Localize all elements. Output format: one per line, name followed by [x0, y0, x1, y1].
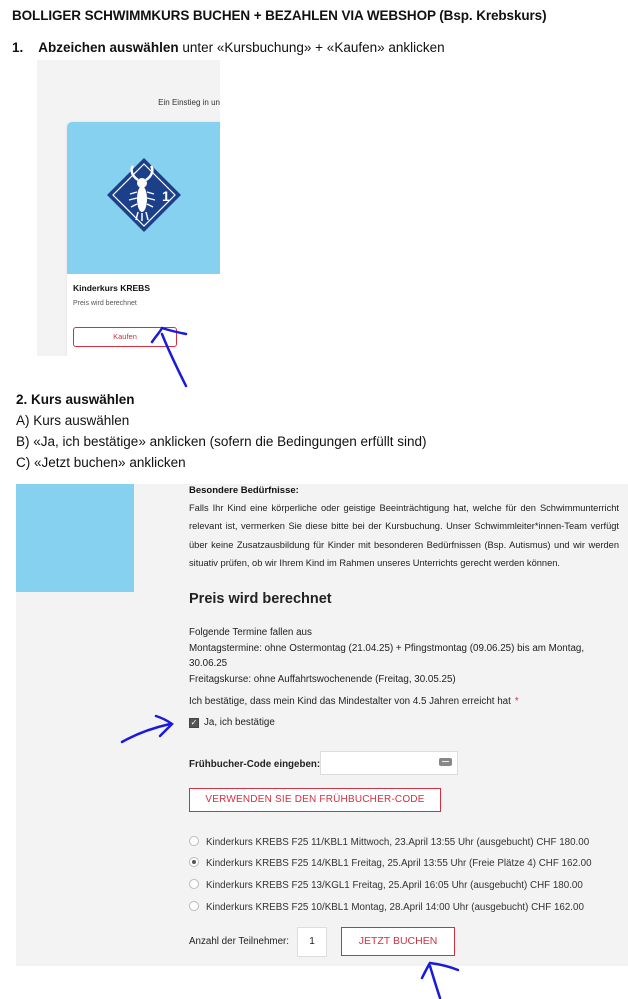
termine-freitag: Freitagskurse: ohne Auffahrtswochenende (Freitag, 30.05.25): [189, 673, 456, 685]
course-option-label: Kinderkurs KREBS F25 11/KBL1 Mittwoch, 23.April 13:55 Uhr (ausgebucht) CHF 180.00: [206, 837, 590, 848]
document-title: BOLLIGER SCHWIMMKURS BUCHEN + BEZAHLEN VIA WEBSHOP (Bsp. Krebskurs): [12, 8, 547, 23]
radio-icon[interactable]: [189, 901, 199, 911]
course-option-3[interactable]: [189, 879, 583, 891]
price-heading: Preis wird berechnet: [189, 591, 332, 607]
course-image: [16, 484, 134, 592]
cancelled-dates-info: [189, 625, 621, 687]
special-needs-text: Falls Ihr Kind eine körperliche oder geistige Beeinträchtigung hat, welche für den Schwimmunterricht relevant ist, vermerken Sie diese bitte bei der Kursbuchung. Unser Schwimmleiter*innen-Team verfügt über keine Zusatzausbildung für Kinder mit besonderen Bedürfnissen (Bsp. Autismus) und wir werden situativ prüfen, ob wir Ihrem Kind im Rahmen unseres Unterrichts gerecht werden können.: [189, 503, 619, 568]
confirm-checkbox[interactable]: ✓: [190, 718, 198, 727]
hand-drawn-arrow-icon: [118, 712, 176, 748]
course-option-1[interactable]: [189, 836, 589, 848]
participant-count-label: Anzahl der Teilnehmer:: [189, 936, 290, 947]
age-confirm-question: [189, 696, 519, 707]
radio-icon[interactable]: [189, 857, 199, 867]
step2-heading-text: . Kurs auswählen: [23, 392, 135, 407]
participant-count-input[interactable]: 1: [297, 927, 327, 957]
step1-instruction: [12, 40, 445, 55]
age-confirm-text: Ich bestätige, dass mein Kind das Mindestalter von 4.5 Jahren erreicht hat: [189, 696, 511, 707]
shop-screenshot: [37, 60, 220, 356]
course-card-image: [67, 122, 220, 274]
early-bird-code-label: Frühbucher-Code eingeben:: [189, 759, 321, 770]
course-option-4[interactable]: [189, 901, 584, 913]
buy-button[interactable]: Kaufen: [73, 327, 177, 347]
badge-number: 1: [162, 188, 170, 204]
step2-item-a: A) Kurs auswählen: [16, 413, 130, 428]
step1-number: 1.: [12, 40, 24, 55]
termine-intro: Folgende Termine fallen aus: [189, 627, 312, 638]
card-subtitle: Preis wird berechnet: [73, 300, 137, 307]
step1-rest-text: unter «Kursbuchung» + «Kaufen» anklicken: [178, 40, 445, 55]
termine-montag: Montagstermine: ohne Ostermontag (21.04.25) + Pfingstmontag (09.06.25) bis am Montag, 30.06.25: [189, 642, 585, 670]
course-option-2[interactable]: [189, 857, 592, 869]
step1-bold-text: Abzeichen auswählen: [38, 40, 179, 55]
step2-number: 2: [16, 392, 24, 407]
step2-item-b: B) «Ja, ich bestätige» anklicken (sofern die Bedingungen erfüllt sind): [16, 434, 427, 449]
radio-icon[interactable]: [189, 879, 199, 889]
card-title: Kinderkurs KREBS: [73, 283, 150, 293]
early-bird-code-input[interactable]: [320, 751, 458, 775]
course-option-label: Kinderkurs KREBS F25 10/KBL1 Montag, 28.April 14:00 Uhr (ausgebucht) CHF 162.00: [206, 902, 584, 913]
course-option-label: Kinderkurs KREBS F25 13/KGL1 Freitag, 25.April 16:05 Uhr (ausgebucht) CHF 180.00: [206, 880, 583, 891]
course-card[interactable]: [67, 122, 220, 356]
step2-heading: [16, 392, 135, 407]
course-option-label: Kinderkurs KREBS F25 14/KBL1 Freitag, 25.April 13:55 Uhr (Freie Plätze 4) CHF 162.00: [206, 858, 592, 869]
booking-screenshot: [16, 484, 628, 966]
special-needs-heading: Besondere Bedürfnisse:: [189, 485, 299, 496]
confirm-checkbox-label[interactable]: Ja, ich bestätige: [204, 717, 275, 728]
hand-drawn-arrow-icon: [418, 958, 464, 999]
step2-item-c: C) «Jetzt buchen» anklicken: [16, 455, 186, 470]
keyboard-icon: [439, 758, 452, 766]
shop-tagline: Ein Einstieg in un: [158, 98, 220, 107]
required-mark: *: [514, 696, 519, 707]
lobster-badge-icon: [105, 156, 183, 234]
apply-code-button[interactable]: VERWENDEN SIE DEN FRÜHBUCHER-CODE: [189, 788, 441, 812]
radio-icon[interactable]: [189, 836, 199, 846]
hand-drawn-arrow-icon: [148, 320, 193, 390]
book-now-button[interactable]: JETZT BUCHEN: [341, 927, 455, 956]
